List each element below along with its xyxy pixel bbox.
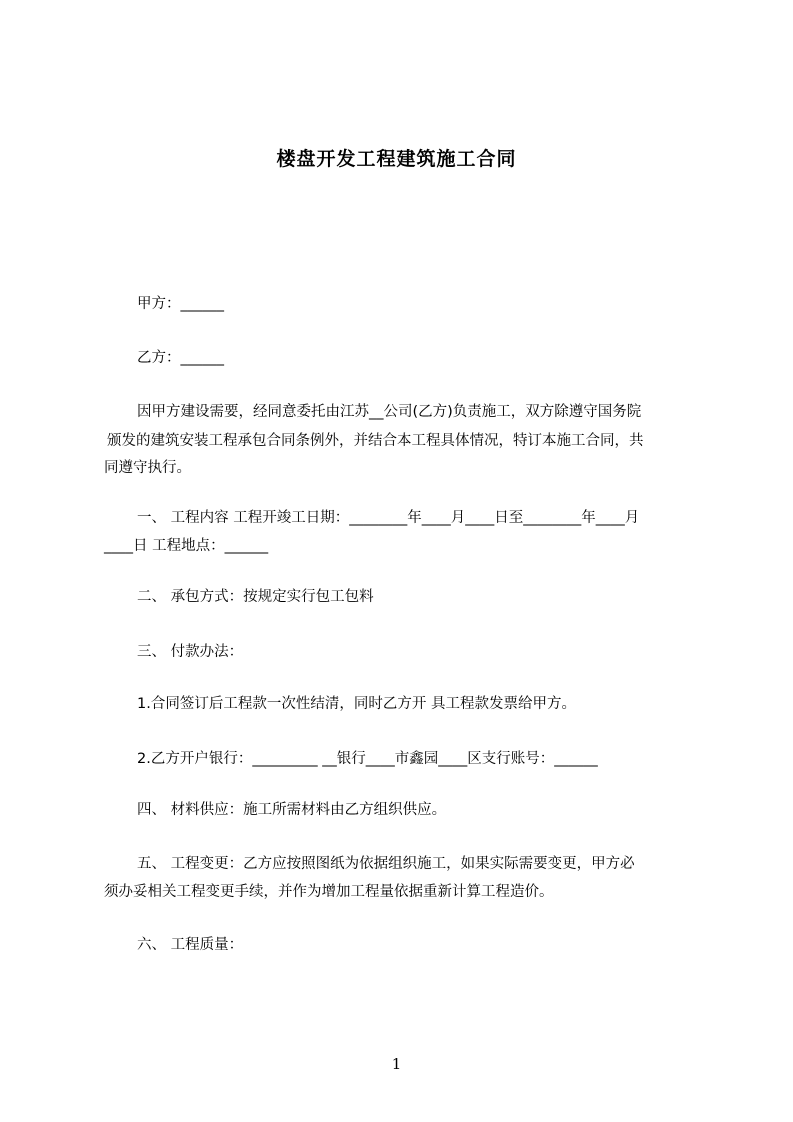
preamble-line-1: 因甲方建设需要，经同意委托由江苏__公司(乙方)负责施工，双方除遵守国务院 <box>137 404 642 420</box>
party-a-line: 甲方：______ <box>137 296 224 312</box>
payment-item-2: 2.乙方开户银行：_________ __银行____市鑫园____区支行账号：______ <box>137 751 598 767</box>
party-b-line: 乙方：______ <box>137 350 224 366</box>
payment-item-1: 1.合同签订后工程款一次性结清，同时乙方开 具工程款发票给甲方。 <box>137 696 576 712</box>
section-5-line-2: 须办妥相关工程变更手续，并作为增加工程量依据重新计算工程造价。 <box>104 884 554 900</box>
section-6: 六、 工程质量： <box>137 937 244 953</box>
section-1-line-1: 一、 工程内容 工程开竣工日期：________年____月____日至________年____月 <box>137 510 640 526</box>
document-title: 楼盘开发工程建筑施工合同 <box>276 148 517 170</box>
section-3: 三、 付款办法： <box>137 644 244 660</box>
section-2: 二、 承包方式：按规定实行包工包料 <box>137 589 374 605</box>
page-number: 1 <box>391 1055 402 1073</box>
section-5-line-1: 五、 工程变更：乙方应按照图纸为依据组织施工，如果实际需要变更，甲方必 <box>137 856 635 872</box>
section-4: 四、 材料供应：施工所需材料由乙方组织供应。 <box>137 802 447 818</box>
preamble-line-2: 颁发的建筑安装工程承包合同条例外，并结合本工程具体情况，特订本施工合同，共 <box>107 433 644 449</box>
preamble-line-3: 同遵守执行。 <box>104 460 191 476</box>
section-1-line-2: ____日 工程地点：______ <box>104 538 269 554</box>
